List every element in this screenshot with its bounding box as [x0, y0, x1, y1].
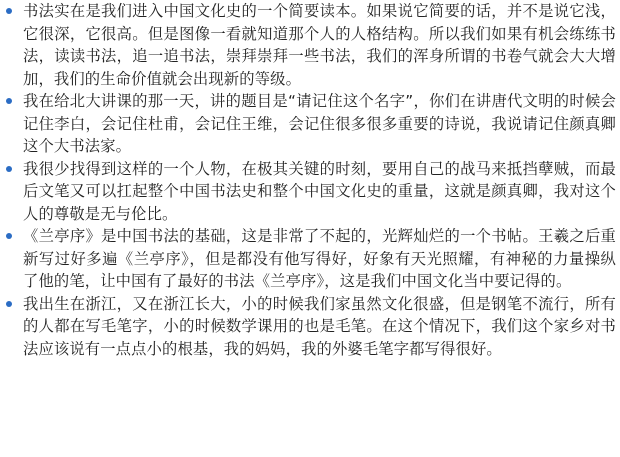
paragraph-text: 《兰亭序》是中国书法的基础，这是非常了不起的，光辉灿烂的一个书帖。王羲之后重新写过好多遍《兰亭序》，但是都没有他写得好，好象有天光照耀，有神秘的力量操纵了他的笔，让中国有了最好的书法《兰亭序》，这是我们中国文化当中要记得的。	[23, 227, 616, 290]
paragraph-text: 我在给北大讲课的那一天，讲的题目是“请记住这个名字”，你们在讲唐代文明的时候会记住李白，会记住杜甫，会记住王维，会记住很多很多重要的诗说，我说请记住颜真卿这个大书法家。	[23, 92, 616, 155]
list-item	[0, 225, 620, 293]
bullet-dot-icon	[6, 301, 12, 307]
bullet-dot-icon	[6, 166, 12, 172]
list-item	[0, 90, 620, 158]
paragraph-text: 书法实在是我们进入中国文化史的一个简要读本。如果说它简要的话，并不是说它浅，它很深，它很高。但是图像一看就知道那个人的人格结构。所以我们如果有机会练练书法，读读书法，追一追书法，崇拜崇拜一些书法，我们的浑身所谓的书卷气就会大大增加，我们的生命价值就会出现新的等级。	[23, 2, 616, 88]
bullet-dot-icon	[6, 8, 12, 14]
bullet-dot-icon	[6, 98, 12, 104]
paragraph-text: 我很少找得到这样的一个人物，在极其关键的时刻，要用自己的战马来抵挡孽贼，而最后文笔又可以扛起整个中国书法史和整个中国文化史的重量，这就是颜真卿，我对这个人的尊敬是无与伦比。	[23, 159, 616, 223]
paragraph-text: 我出生在浙江，又在浙江长大，小的时候我们家虽然文化很盛，但是钢笔不流行，所有的人都在写毛笔字，小的时候数学课用的也是毛笔。在这个情况下，我们这个家乡对书法应该说有一点点小的根基，我的妈妈，我的外婆毛笔字都写得很好。	[23, 294, 616, 358]
bullet-dot-icon	[6, 233, 12, 239]
list-item	[0, 158, 620, 226]
list-item	[0, 0, 620, 90]
list-item	[0, 293, 620, 361]
